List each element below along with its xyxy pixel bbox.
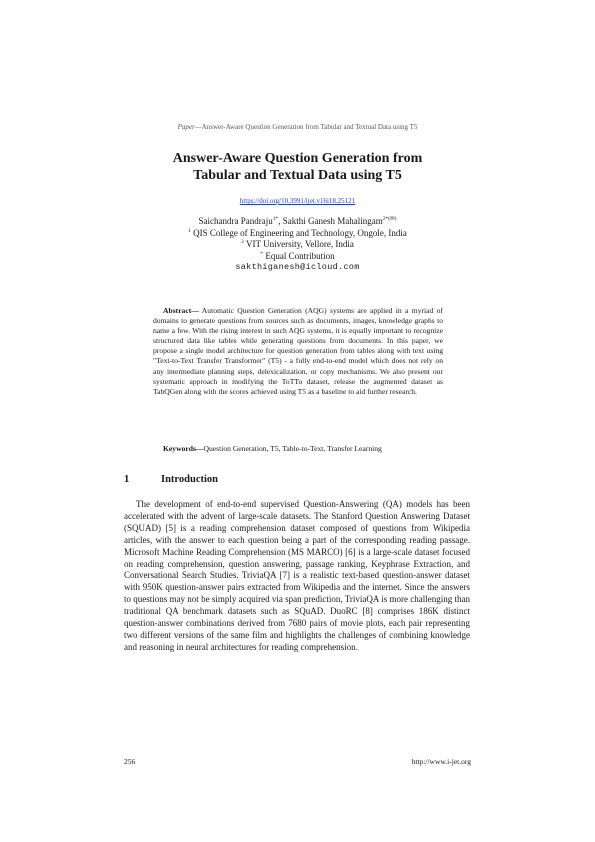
contribution-text: Equal Contribution [265, 250, 335, 261]
author-1-sup: 1* [272, 216, 279, 222]
abstract-label: Abstract— [163, 306, 199, 315]
affiliation-1-text: QIS College of Engineering and Technology, Ongole, India [193, 227, 407, 238]
author-block [0, 216, 595, 274]
keywords [153, 444, 443, 454]
affiliation-2-text: VIT University, Vellore, India [246, 239, 354, 249]
section-title: Introduction [161, 474, 218, 485]
author-separator: , [278, 216, 283, 226]
abstract [153, 306, 443, 397]
keywords-label: Keywords— [163, 444, 204, 453]
affiliation-2-sup: 2 [241, 239, 244, 245]
page-number: 256 [124, 757, 136, 766]
affiliation-2 [0, 239, 595, 251]
author-names [0, 216, 595, 228]
running-header [0, 123, 595, 131]
paper-title [0, 150, 595, 184]
running-header-label: Paper [177, 123, 195, 131]
intro-paragraph: The development of end-to-end supervised Question-Answering (QA) models has been accelerated with the advent of large-scale datasets. The Stanford Question Answering Dataset (SQUAD) [5] is a reading comprehension dataset composed of questions from Wikipedia articles, with the answer to each question being a part of the corresponding reading passage. Microsoft Machine Reading Comprehension (MS MARCO) [6] is a large-scale dataset focused on reading comprehension, question answering, passage ranking, Keyphrase Extraction, and Conversational Search Studies. TriviaQA [7] is a realistic text-based question-answer dataset with 950K question-answer pairs extracted from Wikipedia and the internet. Since the answers to questions may not be simply acquired via span prediction, TriviaQA is more challenging than traditional QA benchmark datasets such as SQuAD. DuoRC [8] comprises 186K distinct question-answer combinations derived from 7680 pairs of movie plots, each pair representing two different versions of the same film and highlights the challenges of combining knowledge and reasoning in neural architectures for reading comprehension. [124, 499, 470, 652]
contribution-note [0, 251, 595, 263]
paper-title-line1: Answer-Aware Question Generation from [172, 151, 423, 166]
contribution-sup: * [260, 250, 264, 257]
running-header-text: —Answer-Aware Question Generation from Tabular and Textual Data using T5 [194, 123, 418, 131]
section-heading [124, 474, 218, 485]
abstract-text: Automatic Question Generation (AQG) systems are applied in a myriad of domains to generate questions from sources such as documents, images, knowledge graphs to name a few. With the rising interest in such AQG systems, it is equally important to recognize structured data like tables while generating questions from documents. In this paper, we propose a single model architecture for question generation from tables along with text using "Text-to-Text Transfer Transformer" (T5) - a fully end-to-end model which does not rely on any intermediate planning steps, delexicalization, or copy mechanisms. We also present our systematic approach in modifying the ToTTo dataset, release the augmented dataset as TabQGen along with the scores achieved using T5 as a baseline to aid further research. [153, 306, 443, 396]
author-email[interactable]: sakthiganesh@icloud.com [235, 262, 360, 272]
affiliation-1-sup: 1 [188, 227, 191, 234]
author-1: Saichandra Pandraju [198, 216, 273, 226]
paper-title-line2: Tabular and Textual Data using T5 [193, 168, 402, 183]
author-2-sup: 2*(✉) [382, 216, 397, 222]
keywords-text: Question Generation, T5, Table-to-Text, Transfer Learning [203, 444, 382, 453]
doi-link[interactable]: https://doi.org/10.3991/ijet.v16i18.25121 [239, 197, 356, 205]
affiliation-1 [0, 228, 595, 240]
author-2: Sakthi Ganesh Mahalingam [282, 216, 383, 226]
footer-url[interactable]: http://www.i-jet.org [411, 757, 471, 766]
section-number: 1 [124, 474, 130, 485]
